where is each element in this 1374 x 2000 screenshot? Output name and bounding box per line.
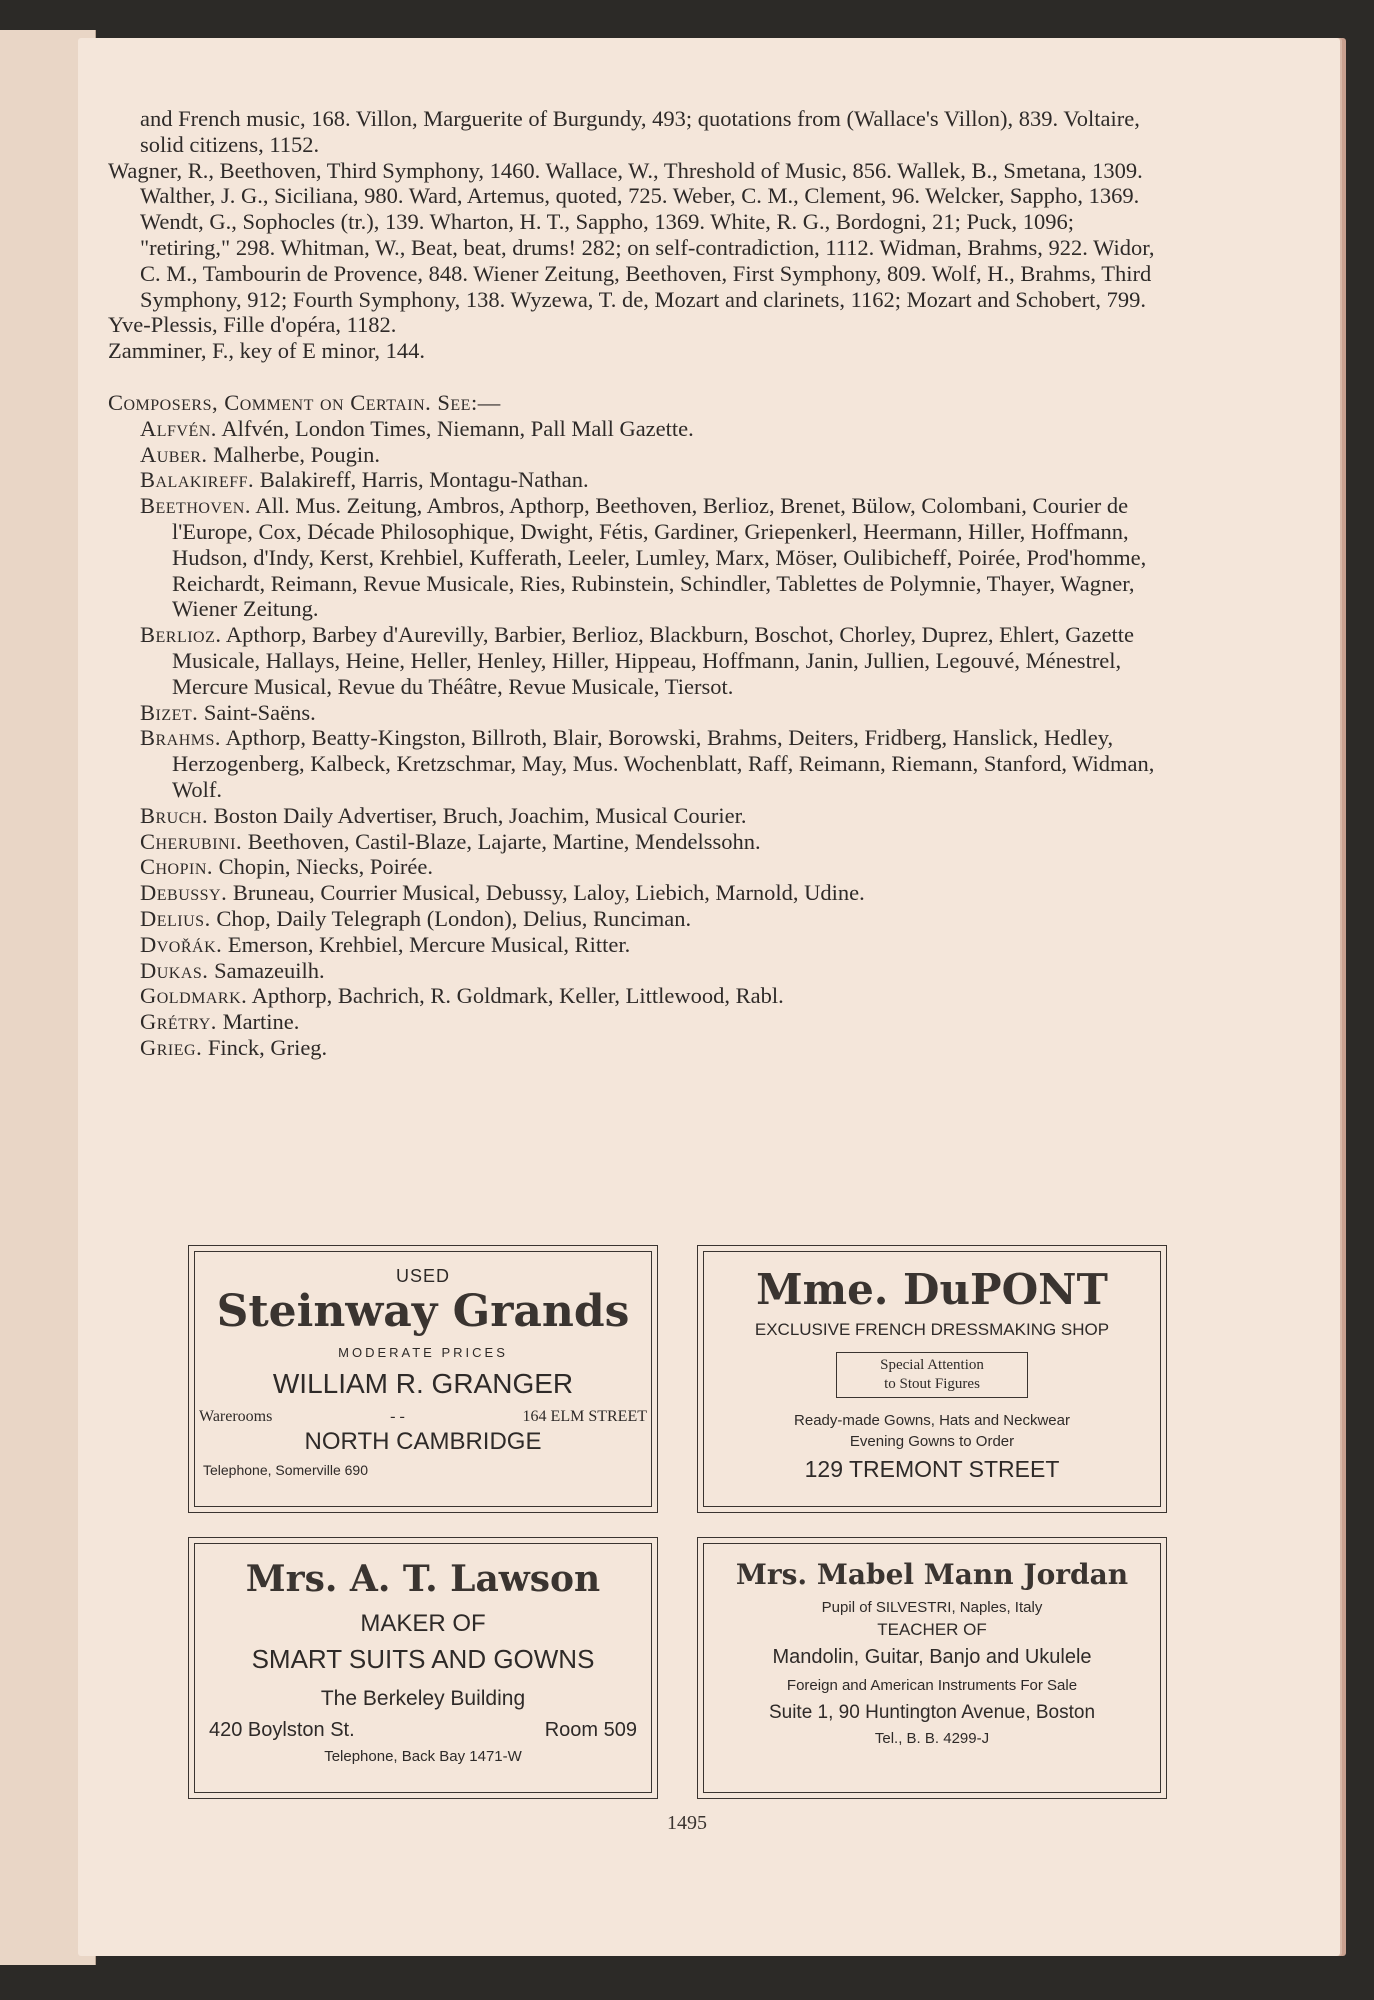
composer-references: Boston Daily Advertiser, Bruch, Joachim, Musical Courier.	[213, 802, 747, 828]
composer-references: Martine.	[222, 1009, 300, 1035]
composer-entry	[108, 467, 1168, 493]
composer-references: Saint-Saëns.	[203, 699, 316, 725]
composer-references: Chopin, Niecks, Poirée.	[218, 854, 433, 880]
index-entry-w: Wagner, R., Beethoven, Third Symphony, 1460. Wallace, W., Threshold of Music, 856. Wallek, B., Smetana, 1309. Walther, J. G., Siciliana, 980. Ward, Artemus, quoted, 725. Weber, C. M., Clement, 96. Welcker, Sappho, 1369. Wendt, G., Sophocles (tr.), 139. Wharton, H. T., Sappho, 1369. White, R. G., Bordogni, 21; Puck, 1096; "retiring," 298. Whitman, W., Beat, beat, drums! 282; on self-contradiction, 1112. Widman, Brahms, 922. Widor, C. M., Tambourin de Provence, 848. Wiener Zeitung, Beethoven, First Symphony, 809. Wolf, H., Brahms, Third Symphony, 912; Fourth Symphony, 138. Wyzewa, T. de, Mozart and clarinets, 1162; Mozart and Schobert, 799.	[108, 157, 1155, 312]
ad-jordan-phone: Tel., B. B. 4299-J	[874, 1730, 990, 1747]
composer-references: Beethoven, Castil-Blaze, Lajarte, Martine, Mendelssohn.	[247, 828, 761, 854]
index-text	[108, 106, 1168, 1061]
composer-name: Delius.	[140, 905, 211, 931]
composer-references: Chop, Daily Telegraph (London), Delius, Runciman.	[216, 905, 692, 931]
ad-special-box	[836, 1352, 1028, 1398]
composer-entry	[108, 906, 1168, 932]
ad-frame	[194, 1543, 652, 1793]
ad-instruments: Mandolin, Guitar, Banjo and Ukulele	[772, 1646, 1092, 1668]
ad-used: USED	[395, 1266, 450, 1286]
ad-moderate-prices: MODERATE PRICES	[338, 1345, 508, 1360]
ad-jordan-address: Suite 1, 90 Huntington Avenue, Boston	[768, 1702, 1096, 1723]
composer-entry	[108, 854, 1168, 880]
composer-name: Grieg.	[140, 1034, 203, 1060]
composer-list	[108, 416, 1168, 1061]
composer-entry	[108, 725, 1168, 802]
ad-north-cambridge: NORTH CAMBRIDGE	[304, 1428, 542, 1455]
composer-entry	[108, 1009, 1168, 1035]
ad-frame	[194, 1251, 652, 1507]
composer-references: Malherbe, Pougin.	[213, 441, 381, 467]
composer-name: Dukas.	[140, 957, 209, 983]
composer-name: Chopin.	[140, 854, 214, 880]
composer-entry	[108, 493, 1168, 622]
composer-entry	[108, 958, 1168, 984]
ad-berkeley-building: The Berkeley Building	[320, 1687, 526, 1710]
ad-lawson-title: Mrs. A. T. Lawson	[245, 1558, 601, 1600]
index-entry-z: Zamminer, F., key of E minor, 144.	[108, 338, 425, 364]
ad-steinway-title: Steinway Grands	[216, 1286, 630, 1337]
page-number: 1495	[667, 1812, 707, 1834]
composer-entry	[108, 442, 1168, 468]
ad-pupil: Pupil of SILVESTRI, Naples, Italy	[821, 1599, 1043, 1616]
ad-jordan-title: Mrs. Mabel Mann Jordan	[735, 1558, 1129, 1591]
ad-dashes: - -	[390, 1408, 405, 1425]
composer-entry	[108, 700, 1168, 726]
composer-name: Goldmark.	[140, 983, 248, 1009]
composer-entry	[108, 416, 1168, 442]
composer-entry	[108, 622, 1168, 699]
composer-references: Balakireff, Harris, Montagu-Nathan.	[259, 467, 589, 493]
ad-frame	[703, 1251, 1161, 1507]
composer-entry	[108, 880, 1168, 906]
composer-name: Bruch.	[140, 802, 209, 828]
composer-references: Bruneau, Courrier Musical, Debussy, Laloy, Liebich, Marnold, Udine.	[232, 880, 865, 906]
ad-special-2: to Stout Figures	[884, 1376, 980, 1392]
composer-name: Berlioz.	[140, 622, 222, 648]
composer-name: Cherubini.	[140, 828, 243, 854]
ad-somerville-phone: Telephone, Somerville 690	[203, 1462, 368, 1478]
ad-elm-street: 164 ELM STREET	[522, 1408, 647, 1425]
composer-name: Debussy.	[140, 880, 228, 906]
ad-jordan	[697, 1537, 1167, 1799]
composer-name: Bizet.	[140, 699, 199, 725]
composer-entry	[108, 983, 1168, 1009]
composer-references: Apthorp, Barbey d'Aurevilly, Barbier, Berlioz, Blackburn, Boschot, Chorley, Duprez, Ehlert, Gazette Musicale, Hallays, Heine, Heller, Henley, Hiller, Hippeau, Hoffmann, Janin, Jullien, Legouvé, Ménestrel, Mercure Musical, Revue du Théâtre, Revue Musicale, Tiersot.	[172, 622, 1135, 699]
ad-frame	[703, 1543, 1161, 1793]
ad-dupont	[697, 1245, 1167, 1513]
composer-name: Auber.	[140, 441, 208, 467]
ad-dupont-subtitle: EXCLUSIVE FRENCH DRESSMAKING SHOP	[754, 1320, 1110, 1339]
ad-maker-of: MAKER OF	[360, 1610, 486, 1637]
ad-boylston-street: 420 Boylston St.	[209, 1719, 355, 1741]
composer-references: Apthorp, Bachrich, R. Goldmark, Keller, Littlewood, Rabl.	[251, 983, 784, 1009]
composer-entry	[108, 803, 1168, 829]
composer-entry	[108, 932, 1168, 958]
ad-dupont-address: 129 TREMONT STREET	[804, 1456, 1060, 1482]
composer-entry	[108, 1035, 1168, 1061]
ad-room: Room 509	[544, 1719, 637, 1741]
composer-references: Finck, Grieg.	[207, 1034, 328, 1060]
composer-name: Grétry.	[140, 1009, 217, 1035]
ad-lawson	[188, 1537, 658, 1799]
index-entry-y: Yve-Plessis, Fille d'opéra, 1182.	[108, 312, 397, 338]
ad-teacher-of: TEACHER OF	[877, 1620, 987, 1639]
ad-warerooms: Warerooms	[199, 1408, 273, 1425]
ad-lawson-phone: Telephone, Back Bay 1471-W	[324, 1748, 522, 1765]
composer-references: Samazeuilh.	[214, 957, 325, 983]
composer-name: Balakireff.	[140, 467, 255, 493]
composer-references: Alfvén, London Times, Niemann, Pall Mall Gazette.	[221, 415, 694, 441]
composer-references: Emerson, Krehbiel, Mercure Musical, Ritter.	[227, 931, 631, 957]
ad-dupont-line2: Evening Gowns to Order	[849, 1433, 1015, 1450]
composer-name: Beethoven.	[140, 493, 251, 519]
ad-special-1: Special Attention	[880, 1357, 984, 1373]
ad-dupont-title: Mme. DuPONT	[756, 1265, 1108, 1314]
composer-references: Apthorp, Beatty-Kingston, Billroth, Blair, Borowski, Brahms, Deiters, Fridberg, Hanslick, Hedley, Herzogenberg, Kalbeck, Kretzschmar, May, Mus. Wochenblatt, Raff, Reimann, Riemann, Stanford, Widman, Wolf.	[172, 725, 1155, 802]
composer-entry	[108, 829, 1168, 855]
composers-heading: Composers, Comment on Certain. See:—	[108, 389, 501, 415]
ad-smart-suits: SMART SUITS AND GOWNS	[251, 1644, 595, 1674]
ad-warerooms-row	[195, 1408, 651, 1426]
ad-for-sale: Foreign and American Instruments For Sale	[786, 1677, 1078, 1694]
composer-name: Dvořák.	[140, 931, 223, 957]
composer-references: All. Mus. Zeitung, Ambros, Apthorp, Beethoven, Berlioz, Brenet, Bülow, Colombani, Courier de l'Europe, Cox, Décade Philosophique, Dwight, Fétis, Gardiner, Griepenkerl, Heermann, Hiller, Hoffmann, Hudson, d'Indy, Kerst, Krehbiel, Kufferath, Leeler, Lumley, Marx, Möser, Oulibicheff, Poirée, Prod'homme, Reichardt, Reimann, Revue Musicale, Ries, Rubinstein, Schindler, Tablettes de Polymnie, Thayer, Wagner, Wiener Zeitung.	[172, 493, 1147, 622]
ad-granger-name: WILLIAM R. GRANGER	[272, 1368, 574, 1399]
composer-name: Brahms.	[140, 725, 222, 751]
index-line-continued: and French music, 168. Villon, Marguerite of Burgundy, 493; quotations from (Wallace's Villon), 839. Voltaire, solid citizens, 1152.	[140, 106, 1140, 157]
ad-steinway-grands	[188, 1245, 658, 1513]
ad-lawson-address-row	[195, 1719, 651, 1742]
composer-name: Alfvén.	[140, 415, 217, 441]
ad-dupont-line1: Ready-made Gowns, Hats and Neckwear	[794, 1412, 1070, 1429]
